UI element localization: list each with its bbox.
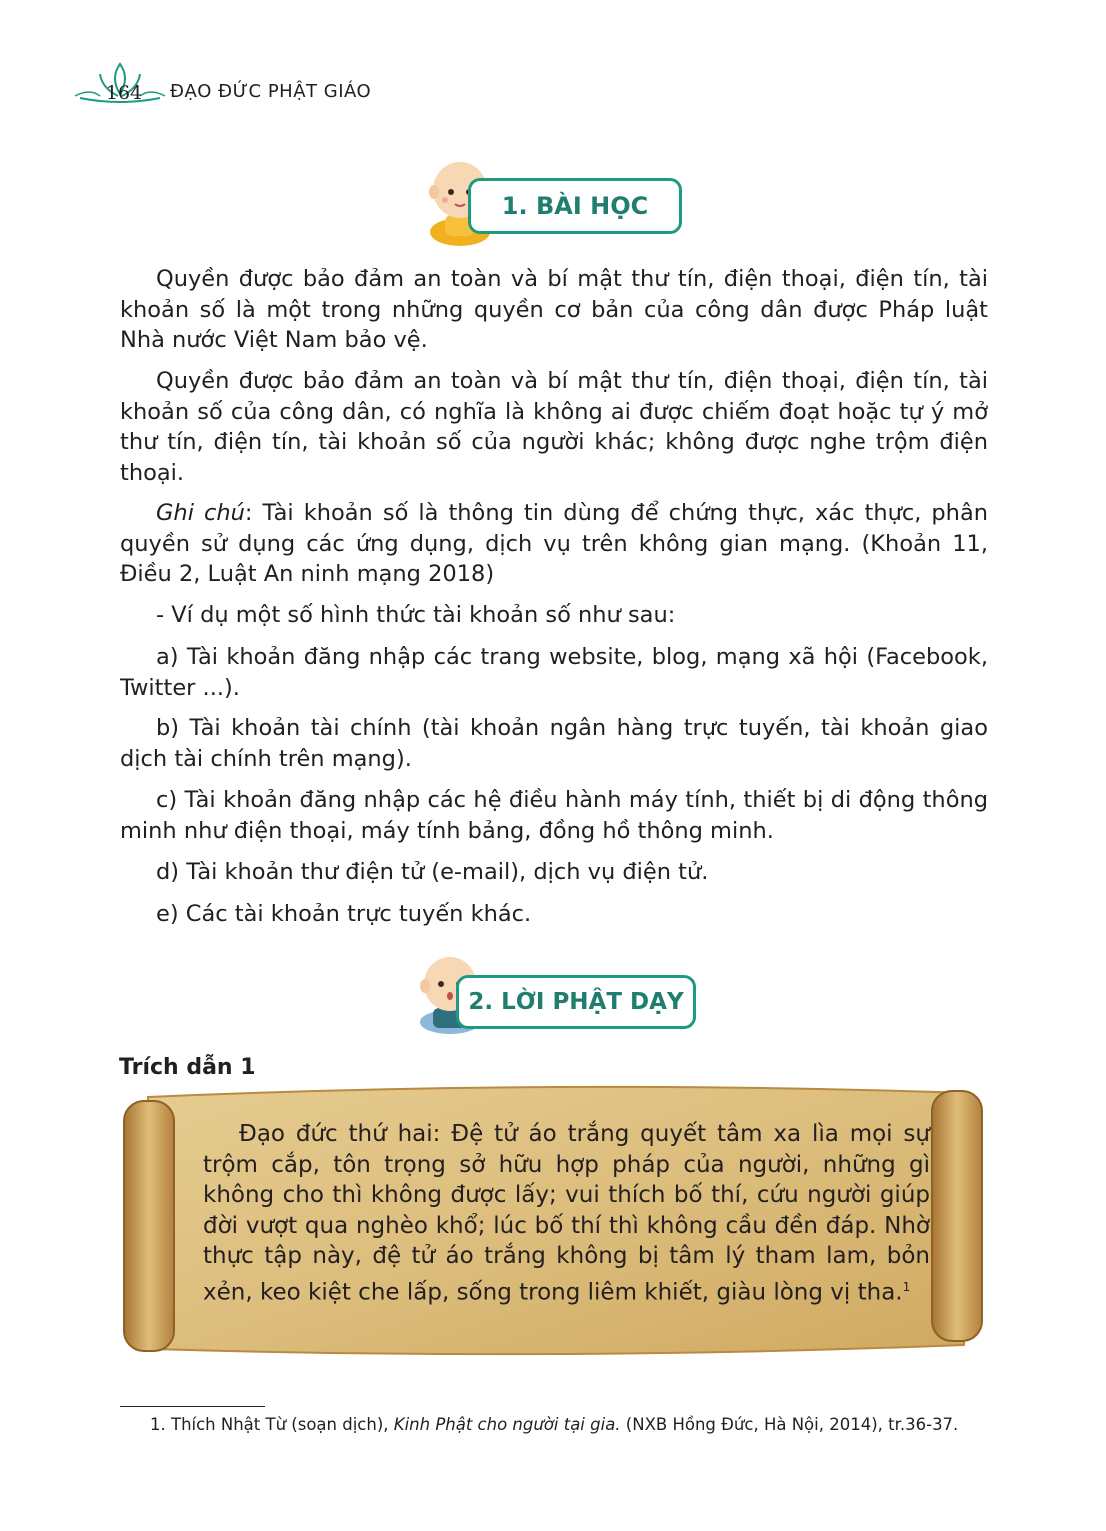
example-item-e: e) Các tài khoản trực tuyến khác.	[156, 901, 532, 927]
footnote-suffix: (NXB Hồng Đức, Hà Nội, 2014), tr.36-37.	[620, 1415, 959, 1434]
note-text: : Tài khoản số là thông tin dùng để chứng thực, xác thực, phân quyền sử dụng các ứng dụng, dịch vụ trên không gian mạng. (Khoản 11, Điều 2, Luật An ninh mạng 2018)	[120, 500, 988, 587]
page-number: 164	[105, 82, 143, 104]
lesson-note	[120, 498, 988, 590]
section-heading-lesson	[468, 178, 682, 234]
section-heading-lesson-label: 1. BÀI HỌC	[501, 192, 649, 220]
example-item-d: d) Tài khoản thư điện tử (e-mail), dịch vụ điện tử.	[156, 859, 709, 885]
footnote-prefix: 1. Thích Nhật Từ (soạn dịch),	[150, 1415, 394, 1434]
example-item-b: b) Tài khoản tài chính (tài khoản ngân hàng trực tuyến, tài khoản giao dịch tài chính trên mạng).	[120, 715, 988, 772]
note-label: Ghi chú	[156, 500, 245, 526]
footnote	[150, 1415, 958, 1434]
footnote-divider	[120, 1406, 265, 1407]
section-heading-teaching-label: 2. LỜI PHẬT DẠY	[468, 989, 684, 1015]
example-item-c: c) Tài khoản đăng nhập các hệ điều hành máy tính, thiết bị di động thông minh như điện thoại, máy tính bảng, đồng hồ thông minh.	[120, 787, 988, 844]
examples-intro: - Ví dụ một số hình thức tài khoản số như sau:	[156, 602, 676, 628]
lesson-paragraph-1: Quyền được bảo đảm an toàn và bí mật thư tín, điện thoại, điện tín, tài khoản số là một trong những quyền cơ bản của công dân được Pháp luật Nhà nước Việt Nam bảo vệ.	[120, 266, 988, 353]
lesson-paragraph-2: Quyền được bảo đảm an toàn và bí mật thư tín, điện thoại, điện tín, tài khoản số của công dân, có nghĩa là không ai được chiếm đoạt hoặc tự ý mở thư tín, điện tín, tài khoản số của người khác; không được nghe trộm điện thoại.	[120, 368, 988, 486]
quote-body: Đạo đức thứ hai: Đệ tử áo trắng quyết tâm xa lìa mọi sự trộm cắp, tôn trọng sở hữu hợp pháp của người, những gì không cho thì không được lấy; vui thích bố thí, cứu người giúp đời vượt qua nghèo khổ; lúc bố thí thì không cầu đền đáp. Nhờ thực tập này, đệ tử áo trắng không bị tâm lý tham lam, bỏn xẻn, keo kiệt che lấp, sống trong liêm khiết, giàu lòng vị tha.	[203, 1121, 930, 1306]
example-item-a: a) Tài khoản đăng nhập các trang website, blog, mạng xã hội (Facebook, Twitter ...).	[120, 644, 988, 701]
footnote-reference[interactable]: 1	[902, 1279, 911, 1294]
section-heading-teaching	[456, 975, 696, 1029]
footnote-book-title: Kinh Phật cho người tại gia.	[393, 1415, 621, 1434]
quote-label: Trích dẫn 1	[119, 1055, 256, 1080]
running-header-title: ĐẠO ĐỨC PHẬT GIÁO	[170, 81, 372, 102]
quote-text	[203, 1119, 930, 1308]
